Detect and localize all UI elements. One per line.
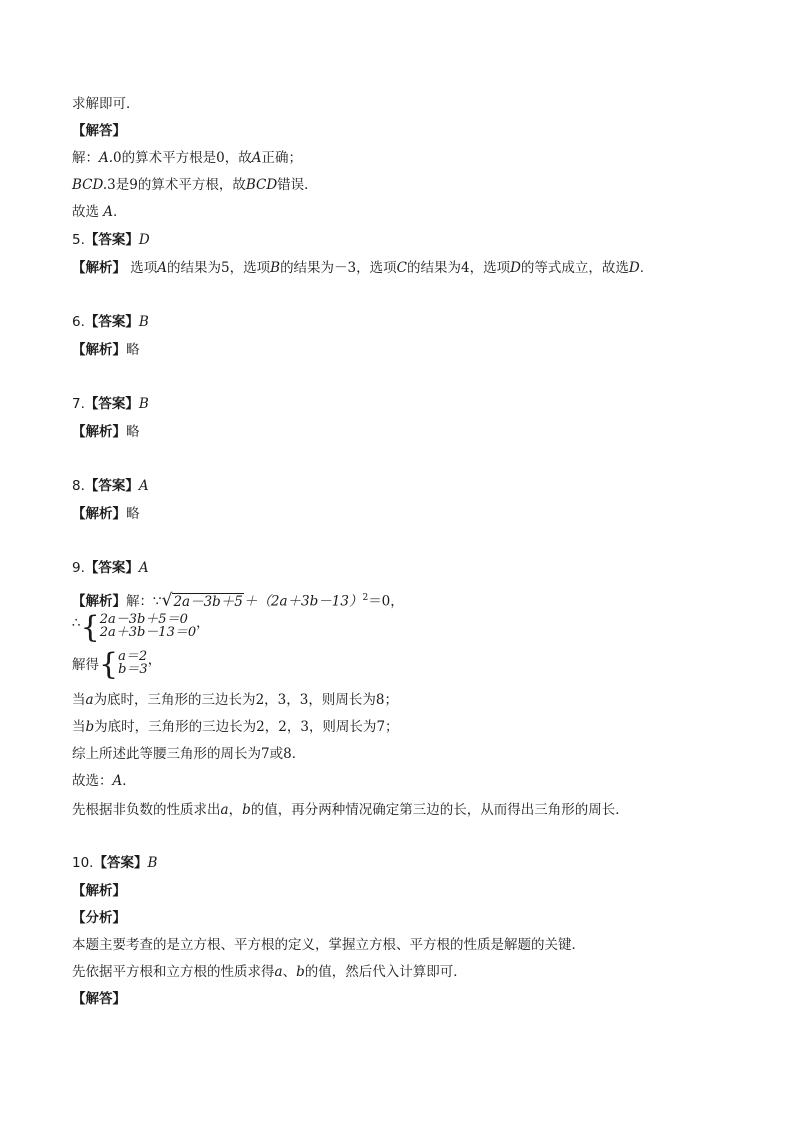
q4-choose-line: 故选 A. (72, 204, 118, 220)
sqrt-symbol: √ (161, 590, 173, 611)
q10-fenxi-line-2: 先依据平方根和立方根的性质求得a、b的值，然后代入计算即可． (72, 964, 467, 980)
q9-summary: 综上所述此等腰三角形的周长为7或8． (72, 746, 306, 762)
q9-system-2: 解得{ a＝2 b＝3 ， (72, 647, 162, 682)
q10-answer-line: 10.【答案】B (72, 855, 158, 871)
q6-analysis-line: 【解析】略 (72, 342, 140, 358)
q10-fenxi-label: 【分析】 (72, 910, 126, 926)
q6-answer-line: 6.【答案】B (72, 314, 149, 330)
q10-fenxi-line-1: 本题主要考查的是立方根、平方根的定义，掌握立方根、平方根的性质是解题的关键． (72, 937, 585, 953)
q8-answer-line: 8.【答案】A (72, 478, 149, 494)
q9-case-1: 当a为底时，三角形的三边长为2，3，3，则周长为8； (72, 692, 398, 708)
q5-answer-line: 5.【答案】D (72, 232, 150, 248)
left-brace-icon: { (80, 610, 100, 645)
q4-solution-line-1: 解：A.0的算术平方根是0，故A正确； (72, 150, 302, 166)
q8-analysis-line: 【解析】略 (72, 506, 140, 522)
q4-intro-line: 求解即可． (72, 96, 140, 112)
q9-answer-line: 9.【答案】A (72, 560, 149, 576)
q9-system-1: ∴{ 2a－3b＋5＝0 2a＋3b－13＝0 ， (72, 610, 210, 645)
q7-analysis-line: 【解析】略 (72, 424, 140, 440)
q9-case-2: 当b为底时，三角形的三边长为2，2，3，则周长为7； (72, 719, 399, 735)
q5-analysis-line: 【解析】 选项A的结果为5，选项B的结果为－3，选项C的结果为4，选项D的等式成立，故选D. (72, 260, 645, 276)
q7-answer-line: 7.【答案】B (72, 396, 149, 412)
q10-analysis-label: 【解析】 (72, 883, 126, 899)
q4-solution-label: 【解答】 (72, 123, 126, 139)
left-brace-icon: { (99, 647, 119, 682)
q4-solution-line-2: BCD.3是9的算术平方根，故BCD错误． (72, 177, 318, 193)
q9-choose-line: 故选：A． (72, 773, 136, 789)
q10-solution-label: 【解答】 (72, 991, 126, 1007)
q9-note-line: 先根据非负数的性质求出a，b的值，再分两种情况确定第三边的长，从而得出三角形的周长． (72, 802, 629, 818)
q9-equation-line: 【解析】解：$\because√2a-3b+5+(2a+3b-13)^2=0$， (72, 590, 404, 611)
